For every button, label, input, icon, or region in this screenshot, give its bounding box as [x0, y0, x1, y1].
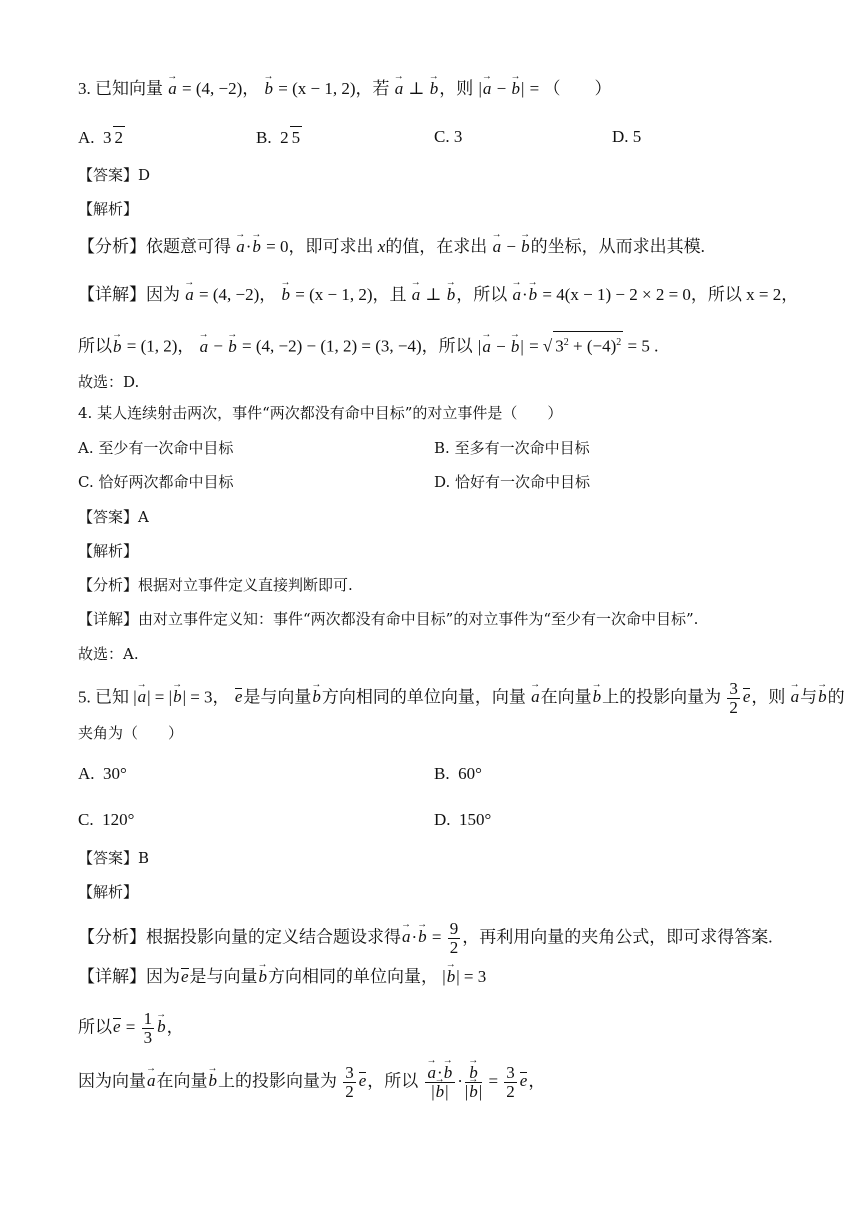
q4-option-c: C. 恰好两次都命中目标	[78, 473, 234, 491]
q3-option-b: B. 2 5	[256, 128, 301, 147]
q4-option-b: B. 至多有一次命中目标	[434, 439, 590, 457]
q5-stem-1: 5. 已知 |→ a| = |→ b| = 3， e是与向量→ b方向相同的单位向量，向量 → a在向量→ b上的投影向量为 $\frac{3}{2}$ e，则 → a与→ b的	[78, 680, 845, 717]
q5-xiangjie-3: 因为向量→ a在向量→ b上的投影向量为 $\frac{3}{2}$ e，所以 → $\frac{a\cdot\to b}{|\to b|}$ · → $\frac{b}{|\to b|}$ = $\frac{3}{2}$ e，	[78, 1064, 545, 1101]
q3-fenxi: 【分析】依题意可得 → a·→ b = 0，即可求出 x的值，在求出 → a − → b的坐标，从而求出其模.	[78, 236, 705, 258]
q3-xiangjie-2: 所以→ b = (1, 2)， → a − → b = (4, −2) − (1, 2) = (3, −4)，所以 |→ a − → b| = √ $3^2 + (-4)^2 = 5$ .	[78, 331, 658, 358]
q3-xiangjie-1: 【详解】因为 → a = (4, −2)， → b = (x − 1, 2)，且 → a ⊥ → b，所以 → a·→ b = 4(x − 1) − 2 × 2 = 0，所以 x = 2，	[78, 284, 798, 306]
q4-stem: 4. 某人连续射击两次，事件“两次都没有命中目标”的对立事件是（ ）	[78, 404, 563, 422]
q5-stem-2: 夹角为（ ）	[78, 724, 184, 742]
q5-option-b: B. 60°	[434, 764, 482, 783]
q5-xiangjie-1: 【详解】因为e是与向量→ b方向相同的单位向量， |→ b| = 3	[78, 966, 486, 988]
q3-analysis-label: 【解析】	[78, 200, 139, 218]
q4-conclusion: 故选：A.	[78, 645, 139, 663]
q3-stem: 3. 已知向量 → a = (4, −2)， → b = (x − 1, 2)，若 → a ⊥ → b，则 |→ a − → b| = （ ）	[78, 78, 612, 100]
q5-analysis-label: 【解析】	[78, 883, 139, 901]
q5-xiangjie-2: 所以e = $\frac{1}{3}$ → b，	[78, 1010, 184, 1047]
q5-answer: 【答案】B	[78, 849, 150, 867]
q3-option-c: C. 3	[434, 127, 463, 146]
q4-answer: 【答案】A	[78, 508, 149, 526]
q3-option-d: D. 5	[612, 127, 642, 146]
q3-answer: 【答案】D	[78, 166, 151, 184]
q4-fenxi: 【分析】根据对立事件定义直接判断即可.	[78, 576, 353, 594]
q4-option-a: A. 至少有一次命中目标	[78, 439, 234, 457]
q5-option-d: D. 150°	[434, 810, 492, 829]
q3-option-a: A. 3 2	[78, 128, 124, 147]
q5-option-c: C. 120°	[78, 810, 135, 829]
q4-xiangjie: 【详解】由对立事件定义知：事件“两次都没有命中目标”的对立事件为“至少有一次命中目标”.	[78, 610, 699, 628]
q5-option-a: A. 30°	[78, 764, 127, 783]
q4-option-d: D. 恰好有一次命中目标	[434, 473, 591, 491]
q5-fenxi: 【分析】根据投影向量的定义结合题设求得→ a·→ b = $\frac{9}{2}$ ，再利用向量的夹角公式，即可求得答案.	[78, 920, 773, 957]
q4-analysis-label: 【解析】	[78, 542, 139, 560]
q3-conclusion: 故选：D.	[78, 373, 140, 391]
